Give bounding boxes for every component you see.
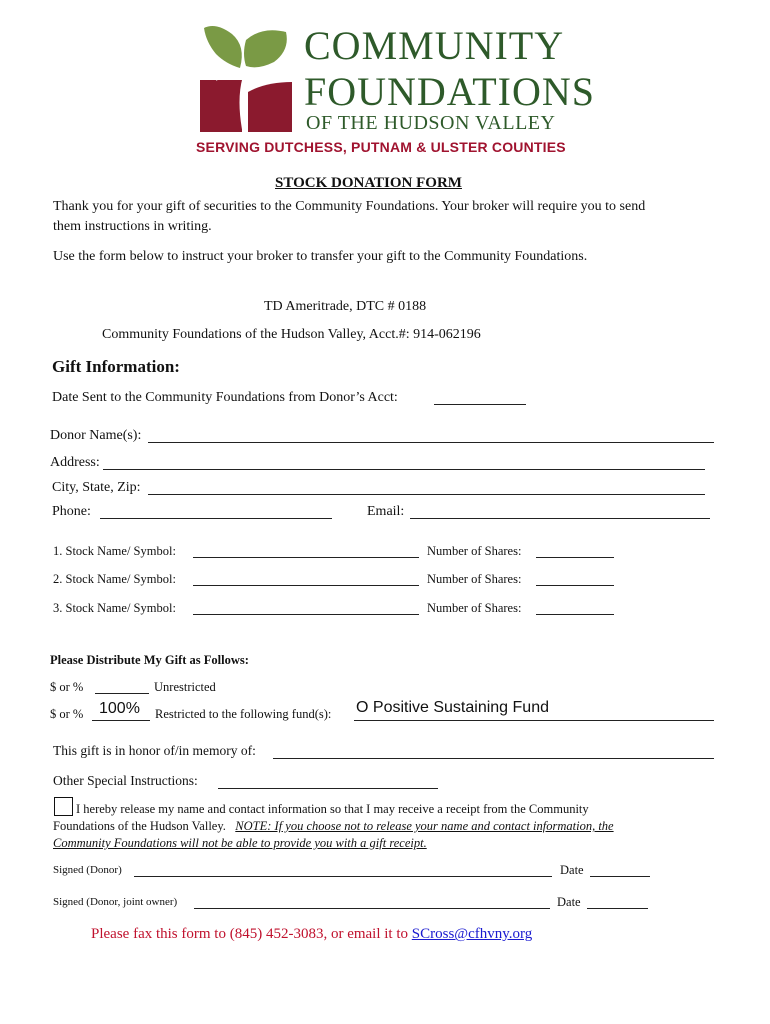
release-line2-text: Foundations of the Hudson Valley.: [53, 819, 226, 833]
logo-line1: COMMUNITY: [304, 23, 565, 68]
restricted-amount-field[interactable]: [92, 720, 150, 721]
email-label: Email:: [367, 504, 405, 519]
email-field[interactable]: [410, 518, 710, 519]
shares3-field[interactable]: [536, 614, 614, 615]
honor-field[interactable]: [273, 758, 714, 759]
broker-account: Community Foundations of the Hudson Valley, Acct.#: 914-062196: [102, 327, 481, 342]
donor-names-label: Donor Name(s):: [50, 428, 142, 443]
stock1-field[interactable]: [193, 557, 419, 558]
joint-date-label: Date: [557, 895, 581, 909]
address-field[interactable]: [103, 469, 705, 470]
stock3-field[interactable]: [193, 614, 419, 615]
shares2-field[interactable]: [536, 585, 614, 586]
gift-heading: Gift Information:: [52, 357, 180, 376]
restricted-prefix: $ or %: [50, 707, 84, 721]
address-label: Address:: [50, 455, 100, 470]
honor-label: This gift is in honor of/in memory of:: [53, 743, 256, 758]
fax-text: Please fax this form to (845) 452-3083, or email it to: [91, 926, 409, 942]
special-instructions-field[interactable]: [218, 788, 438, 789]
email-link[interactable]: SCross@cfhvny.org: [411, 926, 533, 942]
city-field[interactable]: [148, 494, 705, 495]
release-note: NOTE: If you choose not to release your name and contact information, the: [235, 819, 614, 833]
shares2-label: Number of Shares:: [427, 572, 522, 586]
donor-date-field[interactable]: [590, 876, 650, 877]
stock2-label: 2. Stock Name/ Symbol:: [53, 572, 176, 586]
date-sent-label: Date Sent to the Community Foundations from Donor’s Acct:: [52, 390, 398, 405]
donor-date-label: Date: [560, 863, 584, 877]
joint-date-field[interactable]: [587, 908, 648, 909]
unrestricted-prefix: $ or %: [50, 680, 84, 694]
release-line1: I hereby release my name and contact information so that I may receive a receipt from the Community: [76, 802, 589, 816]
distribute-heading: Please Distribute My Gift as Follows:: [50, 653, 249, 667]
logo-line3: OF THE HUDSON VALLEY: [306, 112, 556, 134]
shares1-label: Number of Shares:: [427, 544, 522, 558]
signed-joint-field[interactable]: [194, 908, 550, 909]
stock1-label: 1. Stock Name/ Symbol:: [53, 544, 176, 558]
donor-names-field[interactable]: [148, 442, 714, 443]
release-line3: Community Foundations will not be able to provide you with a gift receipt.: [53, 836, 427, 850]
restricted-label: Restricted to the following fund(s):: [155, 707, 332, 721]
signed-donor-label: Signed (Donor): [53, 864, 122, 876]
restricted-fund-field[interactable]: [354, 720, 714, 721]
restricted-amount-value[interactable]: 100%: [99, 700, 140, 717]
signed-donor-field[interactable]: [134, 876, 552, 877]
intro-line1: Thank you for your gift of securities to the Community Foundations. Your broker will require you to send: [53, 199, 646, 214]
logo-serving-tagline: SERVING DUTCHESS, PUTNAM & ULSTER COUNTIES: [196, 139, 566, 155]
stock3-label: 3. Stock Name/ Symbol:: [53, 601, 176, 615]
logo-line2: FOUNDATIONS: [304, 69, 596, 114]
phone-label: Phone:: [52, 504, 91, 519]
shares3-label: Number of Shares:: [427, 601, 522, 615]
signed-joint-label: Signed (Donor, joint owner): [53, 896, 178, 908]
intro-line3: Use the form below to instruct your broker to transfer your gift to the Community Foundations.: [53, 249, 588, 264]
leaf-logo-icon: [196, 20, 296, 135]
unrestricted-label: Unrestricted: [154, 680, 216, 694]
unrestricted-amount-field[interactable]: [95, 693, 149, 694]
release-line2: [53, 819, 614, 834]
logo: [196, 20, 596, 160]
fax-instructions: [91, 926, 532, 943]
form-title: STOCK DONATION FORM: [275, 175, 462, 191]
restricted-fund-value[interactable]: O Positive Sustaining Fund: [356, 699, 549, 716]
release-checkbox[interactable]: [54, 797, 73, 816]
phone-field[interactable]: [100, 518, 332, 519]
intro-line2: them instructions in writing.: [53, 219, 212, 234]
stock2-field[interactable]: [193, 585, 419, 586]
broker-name: TD Ameritrade, DTC # 0188: [264, 299, 427, 314]
shares1-field[interactable]: [536, 557, 614, 558]
special-instructions-label: Other Special Instructions:: [53, 773, 198, 788]
date-sent-field[interactable]: [434, 404, 526, 405]
city-label: City, State, Zip:: [52, 480, 141, 495]
